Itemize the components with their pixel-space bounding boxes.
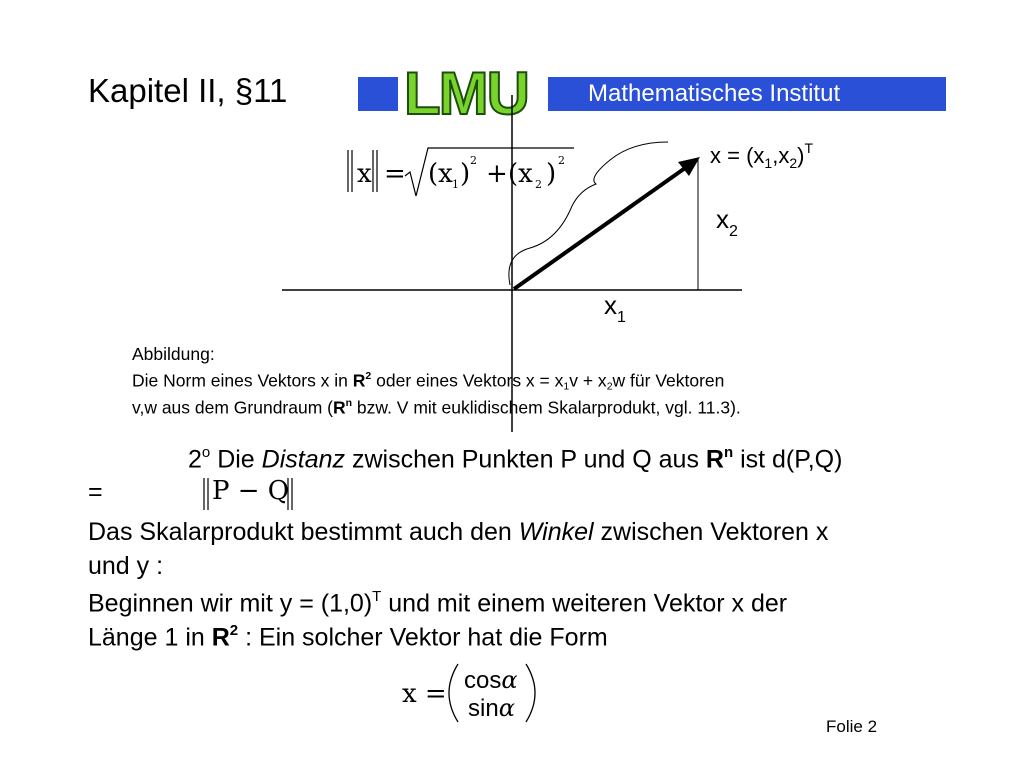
caption-line-1: Die Norm eines Vektors x in $R^2$ oder eines Vektors $x = x_1v + x_2w$ für Vektoren [132,370,725,393]
norm-term2: (x [508,159,533,189]
distance-equals: = [88,478,103,506]
formula-lhs: x = [402,679,447,709]
slide-number: Folie 2 [826,717,878,736]
distance-norm-expression: P − Q [212,476,290,506]
paragraph1-line1: Das Skalarprodukt bestimmt auch den Winkel zwischen Vektoren x [88,518,829,546]
left-paren [449,664,458,722]
norm-term1: (x [428,159,453,189]
paragraph1-line2: und y : [88,552,164,580]
vector-label: $x = (x_1,x_2)^T$ [710,140,814,171]
paragraph2-line2: Länge 1 in $R^2$ : Ein solcher Vektor hat die Form [88,622,608,652]
x1-label: $x_1$ [604,290,626,326]
norm-sub1: 1 [452,178,459,191]
lmu-logo-text: LMU [404,62,528,122]
norm-sub2: 2 [535,178,542,191]
distance-definition: 2$^o$ Die Distanz zwischen Punkten P und Q aus $R^n$ ist d(P,Q) [188,444,843,474]
institute-name: Mathematisches Institut [588,80,841,107]
norm-exp2: 2 [558,154,565,167]
paragraph2-line1: Beginnen wir mit $y = (1,0)^T$ und mit einem weiteren Vektor x der [88,588,788,618]
formula-cos: cosα [464,666,518,694]
caption-line-2: v,w aus dem Grundraum ($R^n$ bzw. V mit euklidischem Skalarprodukt, vgl. 11.3). [132,397,741,418]
cos-sin-formula [396,660,556,726]
norm-close2: ) [546,159,557,189]
norm-plus: + [486,159,508,189]
norm-equals: = [384,159,406,189]
norm-exp1: 2 [470,154,477,167]
slide-title: Kapitel II, §11 [88,72,288,109]
right-paren [526,664,535,722]
caption-heading: Abbildung: [132,344,215,364]
norm-close1: ) [460,159,471,189]
x2-label: $x_2$ [716,204,738,240]
formula-sin: sinα [468,694,515,722]
norm-lhs-x: x [357,159,372,189]
